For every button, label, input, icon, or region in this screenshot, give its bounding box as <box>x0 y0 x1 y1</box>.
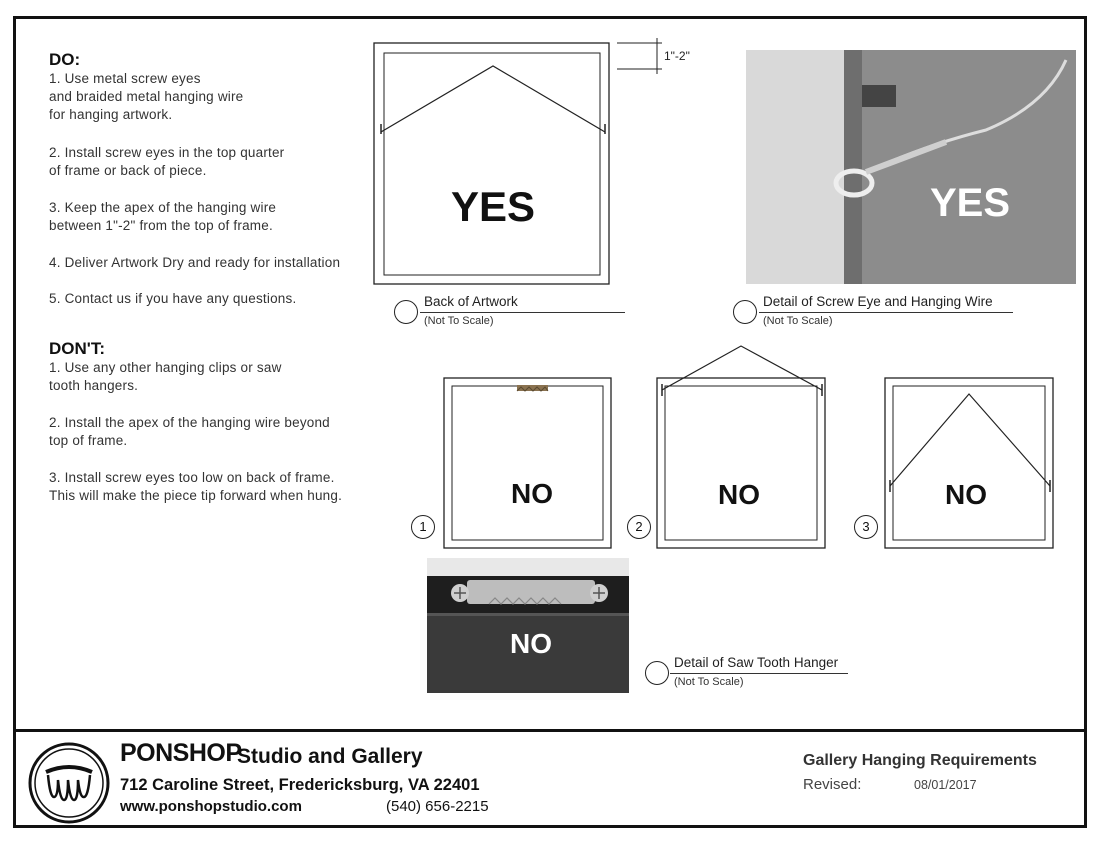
do-item-5: 5. Contact us if you have any questions. <box>49 291 297 306</box>
dont-item-1: 1. Use any other hanging clips or saw tooth hangers. <box>49 360 282 393</box>
do-item-4: 4. Deliver Artwork Dry and ready for installation <box>49 255 341 270</box>
saw-tooth-no-label: NO <box>510 628 552 659</box>
screw-eye-caption: Detail of Screw Eye and Hanging Wire <box>763 294 993 309</box>
saw-tooth-callout-circle <box>645 661 669 685</box>
wire-apex-dimension: 1"-2" <box>664 49 690 63</box>
back-caption: Back of Artwork <box>424 294 518 309</box>
revised-date: 08/01/2017 <box>914 778 977 792</box>
saw-tooth-caption-line <box>670 673 848 674</box>
footer-address: 712 Caroline Street, Fredericksburg, VA 22401 <box>120 776 480 794</box>
dont-item-3: 3. Install screw eyes too low on back of frame. This will make the piece tip forward when hung. <box>49 470 343 503</box>
do-item-1: 1. Use metal screw eyes and braided metal hanging wire for hanging artwork. <box>49 71 244 122</box>
document-title: Gallery Hanging Requirements <box>803 752 1037 769</box>
saw-tooth-photo <box>427 558 629 693</box>
no-2-label: NO <box>718 479 760 510</box>
footer-website[interactable]: www.ponshopstudio.com <box>120 798 302 815</box>
no-1-label: NO <box>511 478 553 509</box>
no-3-label: NO <box>945 479 987 510</box>
dont-heading: DON'T: <box>49 339 105 358</box>
back-yes-label: YES <box>450 183 536 230</box>
ponshop-logo <box>28 742 110 824</box>
brand-suffix: Studio and Gallery <box>237 745 423 768</box>
screw-eye-scale-note: (Not To Scale) <box>763 315 833 327</box>
do-item-2: 2. Install screw eyes in the top quarter of frame or back of piece. <box>49 145 285 178</box>
brand-name: PONSHOP <box>120 739 242 767</box>
no-1-number: 1 <box>411 515 435 539</box>
screw-eye-yes-label: YES <box>929 181 1011 225</box>
revised-label: Revised: <box>803 776 862 793</box>
do-heading: DO: <box>49 50 81 69</box>
saw-tooth-caption: Detail of Saw Tooth Hanger <box>674 655 839 670</box>
saw-tooth-illustration <box>427 558 629 693</box>
back-scale-note: (Not To Scale) <box>424 315 494 327</box>
no-3-number: 3 <box>854 515 878 539</box>
dont-item-2: 2. Install the apex of the hanging wire beyond top of frame. <box>49 415 330 448</box>
do-item-3: 3. Keep the apex of the hanging wire between 1"-2" from the top of frame. <box>49 200 277 233</box>
saw-tooth-scale-note: (Not To Scale) <box>674 676 744 688</box>
no-2-number: 2 <box>627 515 651 539</box>
footer-phone: (540) 656-2215 <box>386 798 489 815</box>
